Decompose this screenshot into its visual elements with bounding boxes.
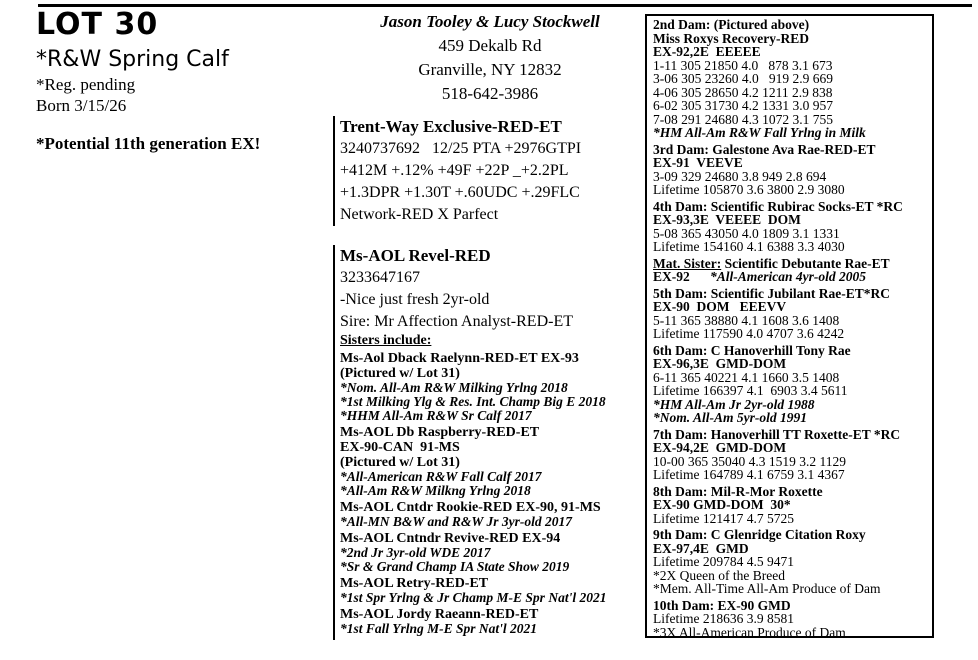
- pedigree-line: EX-90 DOM EEEVV: [653, 299, 787, 314]
- sister-entry: [340, 607, 648, 636]
- pedigree-line: Lifetime 154160 4.1 6388 3.3 4030: [653, 239, 845, 254]
- sister-detail: EX-90-CAN 91-MS: [340, 440, 460, 455]
- sire-line: Network-RED X Parfect: [340, 206, 499, 223]
- lot-subtitle: *R&W Spring Calf: [36, 47, 229, 72]
- pedigree-line: 4-06 305 28650 4.2 1211 2.9 838: [653, 84, 833, 100]
- pedigree-line: Lifetime 117590 4.0 4707 3.6 4242: [653, 326, 845, 341]
- sister-award: *All-American R&W Fall Calf 2017: [340, 469, 542, 484]
- sisters-heading: Sisters include:: [340, 333, 432, 348]
- pedigree-line: *HM All-Am Jr 2yr-old 1988: [653, 396, 815, 412]
- pedigree-entry: [653, 200, 928, 254]
- sister-entry: [340, 531, 648, 574]
- pedigree-line: 10-00 365 35040 4.3 1519 3.2 1129: [653, 453, 846, 469]
- dam-line: Sire: Mr Affection Analyst-RED-ET: [340, 313, 573, 330]
- pedigree-line: *HM All-Am R&W Fall Yrlng in Milk: [653, 125, 866, 140]
- sister-detail: (Pictured w/ Lot 31): [340, 366, 460, 381]
- pedigree-line: EX-96,3E GMD-DOM: [653, 356, 787, 371]
- pedigree-line: *Mem. All-Time All-Am Produce of Dam: [653, 581, 881, 596]
- pedigree-line: Lifetime 121417 4.7 5725: [653, 510, 794, 526]
- registration-status: *Reg. pending: [36, 75, 136, 94]
- pedigree-line: 6-11 365 40221 4.1 1660 3.5 1408: [653, 369, 840, 385]
- pedigree-line: 6-02 305 31730 4.2 1331 3.0 957: [653, 98, 833, 113]
- sister-award: *Nom. All-Am R&W Milking Yrlng 2018: [340, 380, 568, 395]
- dam-block: [333, 245, 648, 640]
- pedigree-line: 1-11 305 21850 4.0 878 3.1 673: [653, 57, 833, 73]
- pedigree-line: EX-94,2E GMD-DOM: [653, 440, 787, 455]
- pedigree-entry: [653, 18, 928, 140]
- pedigree-entry: [653, 257, 928, 284]
- sister-name: Ms-AOL Cntdr Rookie-RED EX-90, 91-MS: [340, 500, 601, 515]
- sister-entry: [340, 500, 648, 529]
- pedigree-line: Lifetime 164789 4.1 6759 3.1 4367: [653, 467, 845, 482]
- pedigree-line: 6th Dam: C Hanoverhill Tony Rae: [653, 342, 851, 358]
- pedigree-line: EX-92,2E EEEEE: [653, 44, 761, 59]
- sire-line: 3240737692 12/25 PTA +2976GTPI: [340, 140, 582, 157]
- pedigree-line: Lifetime 209784 4.5 9471: [653, 554, 794, 569]
- owner-info: [340, 10, 640, 106]
- sire-name: Trent-Way Exclusive-RED-ET: [340, 117, 562, 136]
- pedigree-line: EX-90 GMD-DOM 30*: [653, 497, 791, 512]
- pedigree-line: *2X Queen of the Breed: [653, 567, 785, 583]
- top-rule: [38, 4, 972, 7]
- sister-entry: [340, 351, 648, 423]
- pedigree-label: Mat. Sister:: [653, 255, 722, 271]
- sister-name: Ms-AOL Cntndr Revive-RED EX-94: [340, 531, 561, 546]
- pedigree-entry: [653, 485, 928, 526]
- pedigree-line: 5-08 365 43050 4.0 1809 3.1 1331: [653, 225, 840, 241]
- pedigree-line: EX-93,3E VEEEE DOM: [653, 212, 801, 227]
- pedigree-entry: [653, 528, 928, 596]
- dam-line: 3233647167: [340, 269, 420, 286]
- pedigree-line: 7th Dam: Hanoverhill TT Roxette-ET *RC: [653, 426, 901, 442]
- pedigree-line: Lifetime 105870 3.6 3800 2.9 3080: [653, 182, 845, 197]
- sister-award: *1st Milking Ylg & Res. Int. Champ Big E 2018: [340, 394, 606, 409]
- pedigree-entry: [653, 287, 928, 341]
- lot-number: LOT 30: [36, 7, 159, 42]
- sister-detail: (Pictured w/ Lot 31): [340, 455, 460, 470]
- pedigree-line: 3-06 305 23260 4.0 919 2.9 669: [653, 71, 833, 86]
- pedigree-label: EX-92: [653, 269, 690, 284]
- sister-award: *1st Fall Yrlng M-E Spr Nat'l 2021: [340, 621, 538, 636]
- pedigree-line: *3X All-American Produce of Dam: [653, 624, 846, 640]
- pedigree-entry: [653, 428, 928, 482]
- sister-name: Ms-Aol Dback Raelynn-RED-ET EX-93: [340, 351, 579, 366]
- pedigree-entry: [653, 143, 928, 197]
- sister-award: *2nd Jr 3yr-old WDE 2017: [340, 545, 491, 560]
- pedigree-text: *All-American 4yr-old 2005: [689, 269, 866, 284]
- pedigree-line: 8th Dam: Mil-R-Mor Roxette: [653, 483, 823, 499]
- sire-block: [333, 116, 640, 226]
- sister-award: *All-Am R&W Milkng Yrlng 2018: [340, 483, 531, 498]
- potential-note: *Potential 11th generation EX!: [36, 134, 261, 153]
- pedigree-text: Scientific Debutante Rae-ET: [721, 255, 890, 271]
- sisters-list: [340, 351, 648, 636]
- pedigree-entry: [653, 599, 928, 640]
- pedigree-line: 3-09 329 24680 3.8 949 2.8 694: [653, 168, 827, 184]
- pedigree-line: 10th Dam: EX-90 GMD: [653, 597, 791, 613]
- pedigree-line: 5th Dam: Scientific Jubilant Rae-ET*RC: [653, 285, 890, 301]
- lot-info: [36, 8, 336, 154]
- owner-city: Granville, NY 12832: [418, 60, 562, 79]
- pedigree-line: Lifetime 218636 3.9 8581: [653, 611, 794, 626]
- pedigree-entry: [653, 344, 928, 425]
- pedigree-line: [653, 270, 928, 284]
- sire-line: +1.3DPR +1.30T +.60UDC +.29FLC: [340, 184, 580, 201]
- birth-date: Born 3/15/26: [36, 96, 127, 115]
- owner-phone: 518-642-3986: [441, 84, 539, 103]
- dam-name: Ms-AOL Revel-RED: [340, 246, 491, 265]
- sister-award: *HHM All-Am R&W Sr Calf 2017: [340, 408, 532, 423]
- sister-award: *Sr & Grand Champ IA State Show 2019: [340, 559, 570, 574]
- pedigree-line: 9th Dam: C Glenridge Citation Roxy: [653, 527, 866, 542]
- pedigree-line: EX-97,4E GMD: [653, 540, 749, 556]
- owner-street: 459 Dekalb Rd: [438, 36, 542, 55]
- pedigree-line: 4th Dam: Scientific Rubirac Socks-ET *RC: [653, 198, 903, 214]
- pedigree-line: 2nd Dam: (Pictured above): [653, 17, 810, 32]
- sire-line: +412M +.12% +49F +22P _+2.2PL: [340, 162, 569, 179]
- pedigree-line: *Nom. All-Am 5yr-old 1991: [653, 410, 807, 425]
- sister-award: *All-MN B&W and R&W Jr 3yr-old 2017: [340, 514, 573, 529]
- dam-line: -Nice just fresh 2yr-old: [340, 291, 490, 308]
- pedigree-line: 7-08 291 24680 4.3 1072 3.1 755: [653, 111, 833, 127]
- pedigree-box: [645, 14, 934, 638]
- pedigree-line: 5-11 365 38880 4.1 1608 3.6 1408: [653, 312, 840, 328]
- sister-entry: [340, 425, 648, 498]
- sister-entry: [340, 576, 648, 605]
- pedigree-line: Lifetime 166397 4.1 6903 3.4 5611: [653, 383, 848, 398]
- sister-award: *1st Spr Yrlng & Jr Champ M-E Spr Nat'l 2021: [340, 590, 607, 605]
- pedigree-line: 3rd Dam: Galestone Ava Rae-RED-ET: [653, 141, 876, 157]
- pedigree-line: EX-91 VEEVE: [653, 155, 743, 170]
- pedigree-line: Miss Roxys Recovery-RED: [653, 30, 809, 46]
- sister-name: Ms-AOL Retry-RED-ET: [340, 576, 489, 591]
- sister-name: Ms-AOL Db Raspberry-RED-ET: [340, 425, 540, 440]
- pedigree-line: [653, 257, 928, 271]
- owner-names: Jason Tooley & Lucy Stockwell: [380, 12, 600, 31]
- sister-name: Ms-AOL Jordy Raeann-RED-ET: [340, 607, 539, 622]
